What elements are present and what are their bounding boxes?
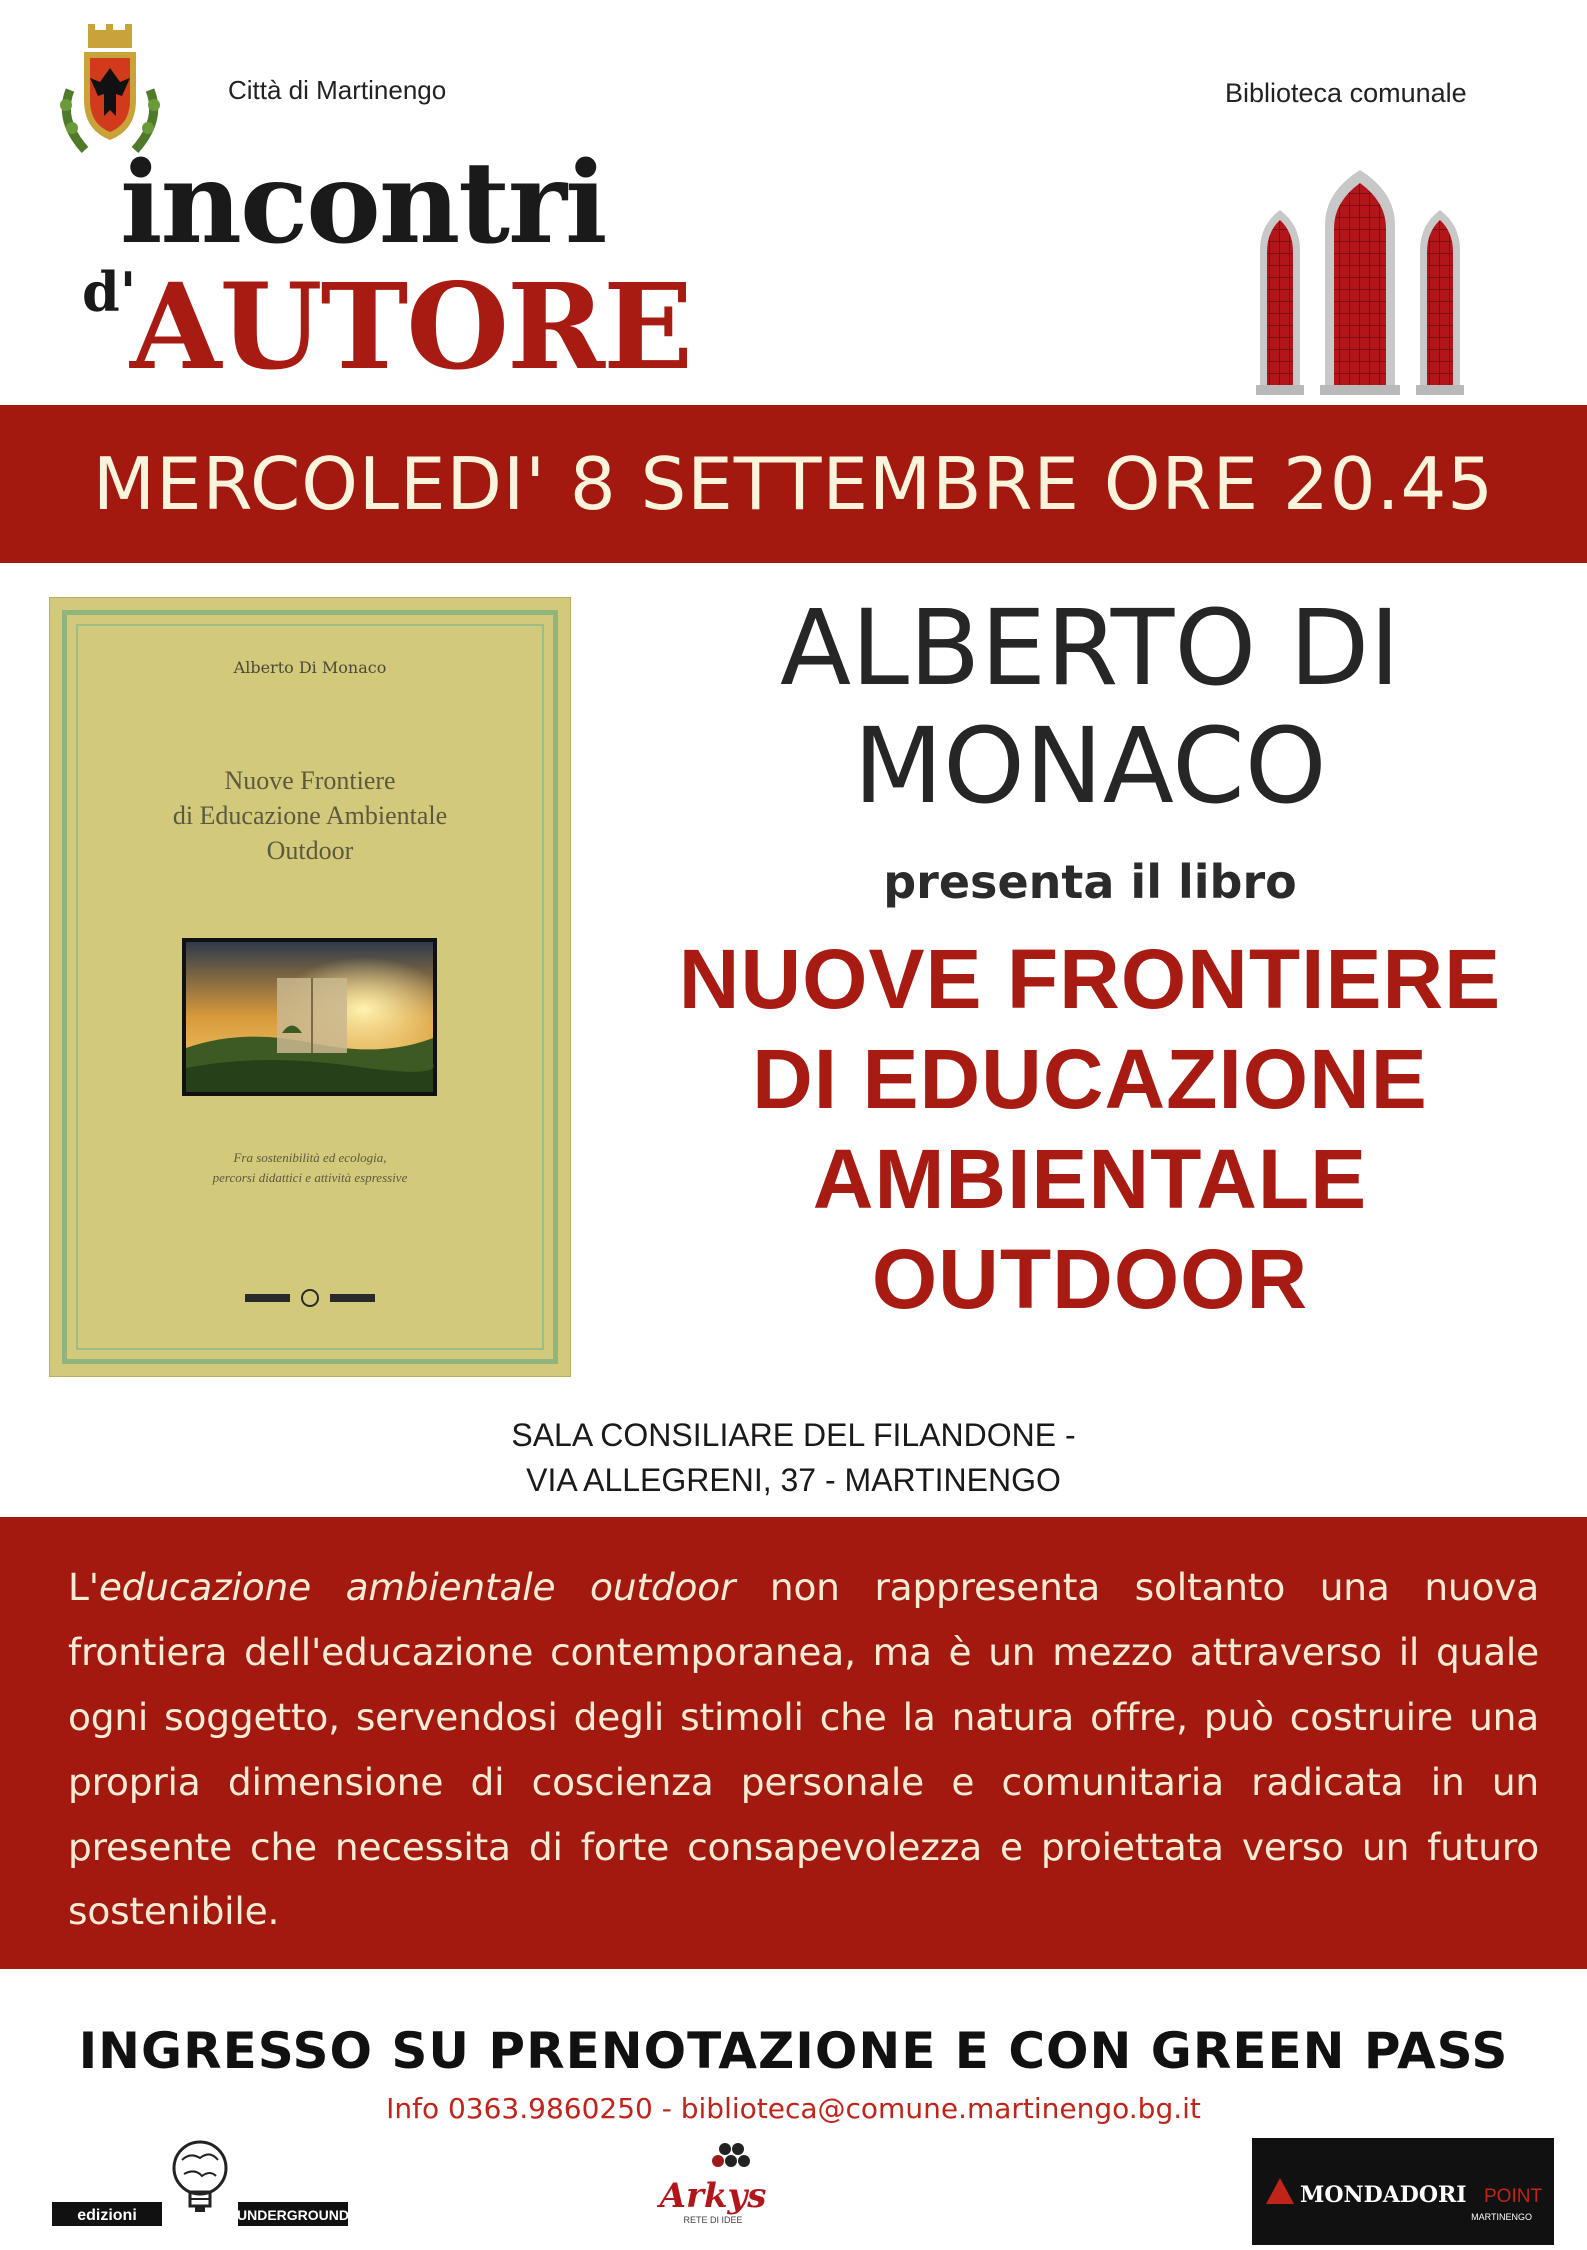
venue-address (0, 1413, 1587, 1503)
description-prefix: L' (68, 1565, 99, 1609)
gothic-windows-icon (1250, 170, 1470, 395)
edizioni-underground-logo (50, 2130, 350, 2230)
author-name (620, 587, 1560, 827)
book-title-line: OUTDOOR (871, 1231, 1309, 1326)
book-title-line: DI EDUCAZIONE (752, 1031, 1428, 1126)
description-panel (0, 1517, 1587, 1969)
date-banner (0, 405, 1587, 563)
arkys-logo (650, 2135, 780, 2235)
book-cover-title-line: Nuove Frontiere (224, 766, 396, 795)
book-cover (50, 598, 570, 1376)
mondadori-logo-city: MARTINENGO (1471, 2212, 1532, 2222)
contact-info[interactable]: Info 0363.9860250 - biblioteca@comune.martinengo.bg.it (386, 2092, 1201, 2125)
book-cover-subtitle-line: percorsi didattici e attività espressive (212, 1169, 408, 1185)
author-name-line: MONACO (853, 704, 1327, 827)
book-cover-author: Alberto Di Monaco (233, 658, 387, 677)
series-title-incontri: incontri (120, 138, 606, 269)
mondadori-logo-graphic (1252, 2138, 1554, 2245)
mondadori-logo-point: POINT (1484, 2186, 1543, 2207)
author-name-line: ALBERTO DI (779, 587, 1401, 709)
venue-line: SALA CONSILIARE DEL FILANDONE - (511, 1417, 1076, 1453)
edizioni-logo-right-text: UNDERGROUND (237, 2207, 349, 2223)
book-title-heading (600, 930, 1580, 1330)
book-cover-title-line: Outdoor (266, 836, 354, 866)
mondadori-point-logo (1252, 2138, 1554, 2245)
book-cover-publisher-logo (245, 1288, 375, 1308)
description-text (68, 1555, 1539, 1944)
venue-line: VIA ALLEGRENI, 37 - MARTINENGO (526, 1461, 1061, 1498)
book-title-line: NUOVE FRONTIERE (678, 932, 1502, 1026)
booking-notice: INGRESSO SU PRENOTAZIONE E CON GREEN PASS (78, 2022, 1509, 2080)
series-title-autore: AUTORE (130, 257, 692, 396)
book-cover-title (90, 763, 530, 868)
book-cover-title-line: di Educazione Ambientale (172, 801, 448, 831)
presents-label: presenta il libro (883, 855, 1297, 909)
event-date-time: MERCOLEDI' 8 SETTEMBRE ORE 20.45 (92, 442, 1495, 526)
description-body: non rappresenta soltanto una nuova frontiera dell'educazione contemporanea, ma è un mezzo attraverso il quale ogni soggetto, servendosi degli stimoli che la natura offre, può costruire una propria dimensione di coscienza personale e comunitaria radicata in un presente che necessita di forte consapevolezza e proiettata verso un futuro sostenibile. (68, 1565, 1539, 1934)
book-cover-subtitle (110, 1148, 510, 1187)
mondadori-logo-text: MONDADORI (1300, 2182, 1467, 2208)
book-cover-subtitle-line: Fra sostenibilità ed ecologia, (233, 1150, 387, 1165)
arkys-logo-text: Arkys (659, 2176, 767, 2216)
series-title-prefix: d' (82, 260, 137, 324)
description-emphasis: educazione ambientale outdoor (98, 1565, 736, 1609)
book-cover-landscape-image (182, 938, 437, 1096)
book-title-line: AMBIENTALE (812, 1131, 1368, 1226)
arkys-logo-tagline: RETE DI IDEE (683, 2215, 743, 2225)
city-name: Città di Martinengo (228, 75, 447, 105)
edizioni-logo-left-text: edizioni (77, 2207, 137, 2224)
library-name: Biblioteca comunale (1225, 78, 1467, 108)
